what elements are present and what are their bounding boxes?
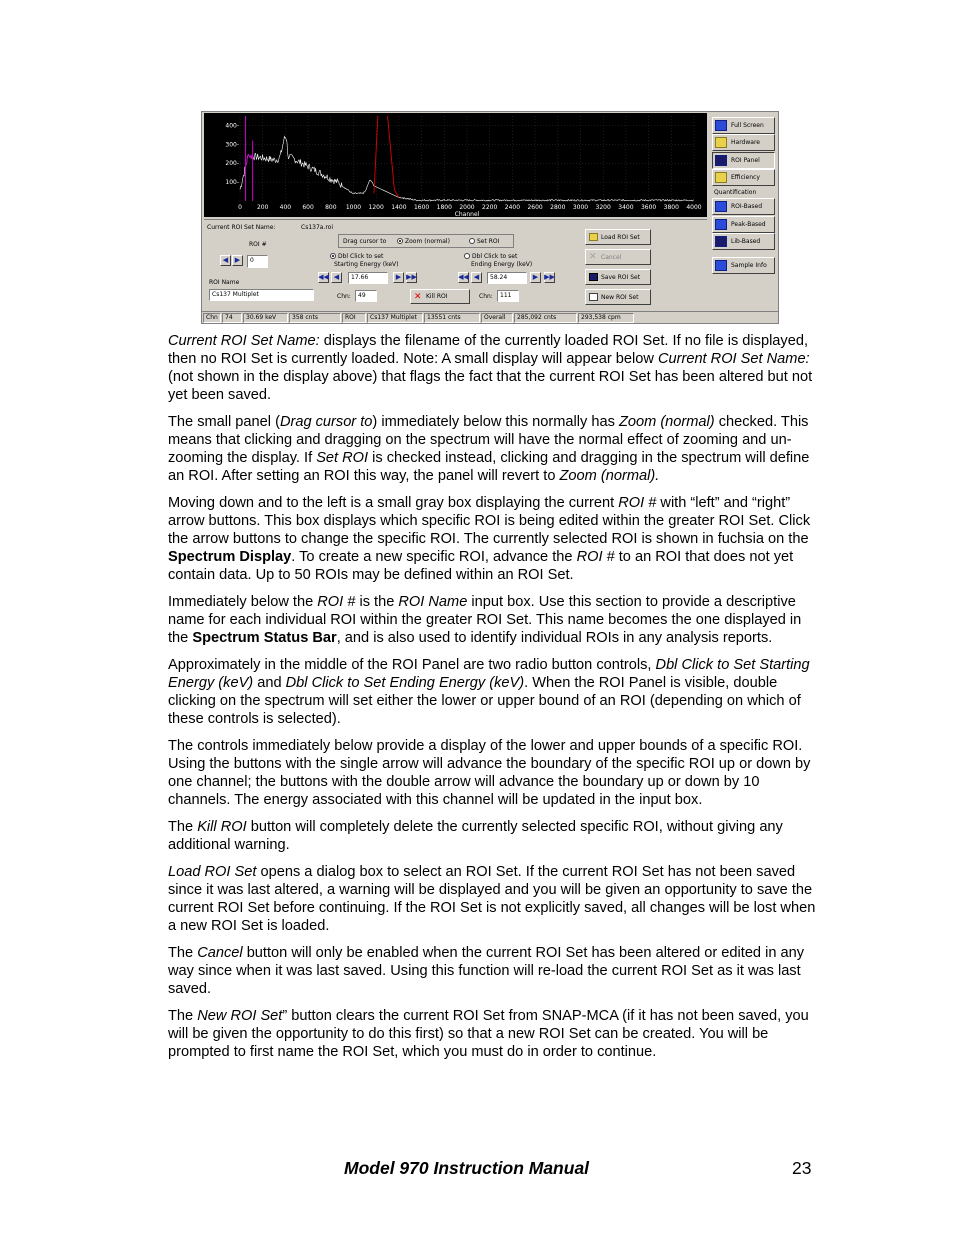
text-run: Approximately in the middle of the ROI Panel are two radio button controls, (168, 657, 656, 673)
arrow-left-icon: ◀ (333, 273, 340, 281)
x-axis-label: Channel (454, 211, 480, 217)
roi-number-label: ROI # (249, 241, 267, 248)
italic-run: Load ROI Set (168, 864, 257, 880)
x-tick-label: 3000 (572, 204, 589, 211)
hardware-icon (715, 137, 727, 148)
x-tick-label: 1800 (436, 204, 452, 211)
italic-run: Current ROI Set Name: (657, 351, 810, 367)
x-tick-label: 2200 (482, 204, 498, 211)
x-tick-label: 2800 (550, 204, 566, 211)
full-screen-icon (715, 120, 727, 131)
start-energy-input[interactable]: 17.66 (348, 272, 388, 284)
set-roi-radio[interactable]: Set ROI (467, 238, 499, 245)
x-tick-label: 600 (302, 204, 314, 211)
text-run: checked. This means that clicking and dragging on the spectrum will have the normal effect of zooming and un-zooming the display. If (168, 414, 809, 466)
italic-run: Drag cursor to (279, 414, 373, 430)
double-arrow-left-icon: ◀◀ (318, 273, 329, 281)
cancel-x-icon: ✕ (589, 252, 597, 262)
y-tick-label: 100- (225, 179, 239, 187)
status-overall-label: Overall (481, 313, 513, 323)
italic-run: ROI # (618, 495, 657, 511)
status-roi-label: ROI (342, 313, 366, 323)
paragraph (168, 656, 818, 728)
text-run: button will completely delete the currently selected specific ROI, without giving any additional warning. (168, 819, 783, 853)
status-cpm: 293,538 cpm (578, 313, 634, 323)
start-chn-label: Chn: (337, 293, 351, 300)
roi-panel (204, 219, 707, 313)
end-down1-button[interactable] (471, 272, 482, 283)
text-run: . To create a new specific ROI, advance the (291, 549, 577, 565)
roi-number-field[interactable]: 0 (247, 255, 268, 268)
x-tick-label: 3800 (663, 204, 679, 211)
roi-panel-icon (715, 155, 727, 166)
red-x-icon: ✕ (414, 291, 422, 302)
radio-checked-icon (330, 253, 336, 259)
x-tick-label: 200 (256, 204, 269, 211)
text-run: , and is also used to identify individual ROIs in any analysis reports. (336, 630, 773, 646)
footer-manual-title: Model 970 Instruction Manual (344, 1158, 590, 1178)
paragraph (168, 737, 818, 809)
status-chn-label: Chn (203, 313, 221, 323)
italic-run: Zoom (normal). (559, 468, 660, 484)
footer-page-number: 23 (792, 1158, 812, 1178)
x-tick-label: 800 (325, 204, 337, 211)
main-peak-trace (374, 116, 399, 198)
text-run: The (168, 819, 198, 835)
text-run: to an ROI that does not yet contain data. Up to 50 ROIs may be defined within an ROI Set. (168, 549, 794, 583)
status-overall-counts: 285,092 cnts (514, 313, 577, 323)
arrow-right-icon: ▶ (234, 256, 241, 264)
x-tick-label: 3600 (640, 204, 657, 211)
end-up1-button[interactable] (530, 272, 541, 283)
arrow-left-icon: ◀ (473, 273, 480, 281)
paragraph (168, 413, 818, 485)
y-tick-label: 200- (225, 160, 239, 168)
end-chn-label: Chn: (479, 293, 493, 300)
efficiency-icon (715, 172, 727, 183)
paragraph (168, 863, 818, 935)
spectrum-plot (204, 113, 707, 217)
text-run: is checked instead, clicking and dragging in the spectrum will define an ROI. After setting an ROI this way, the panel will revert to (168, 450, 810, 484)
peak-based-icon (715, 219, 727, 230)
text-run: The (168, 1008, 198, 1024)
set-name-label: Current ROI Set Name: (207, 224, 276, 231)
start-up10-button[interactable] (406, 272, 417, 283)
status-roi-name: Cs137 Multiplet (367, 313, 423, 323)
text-run: The controls immediately below provide a display of the lower and upper bounds of a specific ROI. Using the buttons with the single arrow will advance the boundary of the specific ROI up or down by one channel; the buttons with the double arrow will advance the boundary up or down by 10 channels. The energy associated with this channel will be updated in the input box. (168, 738, 811, 808)
end-energy-input[interactable]: 58.24 (487, 272, 527, 284)
italic-run: Zoom (normal) (618, 414, 715, 430)
sample-info-button[interactable]: Sample Info (712, 257, 775, 274)
y-tick-label: 300- (225, 141, 239, 149)
paragraph (168, 1007, 818, 1061)
italic-run: Set ROI (316, 450, 369, 466)
roi-based-icon (715, 201, 727, 212)
body-text (168, 332, 818, 1070)
spectrum-status-bar (202, 311, 778, 324)
lib-based-button[interactable]: Lib-Based (712, 233, 775, 250)
lib-based-icon (715, 236, 727, 247)
status-energy: 30.69 keV (243, 313, 288, 323)
text-run: opens a dialog box to select an ROI Set. If the current ROI Set has not been saved since it was last altered, a warning will be displayed and you will be given an opportunity to save the current ROI Set before continuing. If the ROI Set is not explicitly saved, all changes will be lost when a new ROI Set is loaded. (168, 864, 816, 934)
save-roi-set-button[interactable]: Save ROI Set (585, 269, 651, 285)
new-roi-set-button[interactable]: New ROI Set (585, 289, 651, 305)
text-run: Moving down and to the left is a small gray box displaying the current (168, 495, 619, 511)
text-run: The (168, 945, 198, 961)
paragraph (168, 593, 818, 647)
cancel-button[interactable]: ✕ Cancel (585, 249, 651, 265)
start-energy-radio[interactable]: Dbl Click to set (328, 253, 383, 260)
folder-icon (589, 233, 598, 241)
start-down10-button[interactable] (318, 272, 329, 283)
italic-run: Kill ROI (197, 819, 247, 835)
bold-run: Spectrum Status Bar (192, 630, 337, 646)
status-chn-value: 74 (222, 313, 242, 323)
double-arrow-right-icon: ▶▶ (544, 273, 555, 281)
text-run: is the (355, 594, 399, 610)
efficiency-button[interactable]: Efficiency (712, 169, 775, 186)
set-name-value: Cs137a.roi (301, 224, 334, 231)
x-tick-label: 1400 (391, 204, 407, 211)
y-tick-label: 400- (225, 122, 239, 130)
zoom-radio[interactable]: Zoom (normal) (395, 238, 450, 245)
italic-run: Dbl Click to Set Starting Energy (keV) (168, 657, 810, 691)
roi-prev-button[interactable] (220, 255, 231, 266)
radio-unchecked-icon (469, 238, 475, 244)
bold-run: Spectrum Display (168, 549, 292, 565)
end-chn-value: 111 (497, 290, 519, 302)
x-tick-label: 1600 (413, 204, 430, 211)
arrow-right-icon: ▶ (532, 273, 539, 281)
roi-panel-button[interactable]: ROI Panel (712, 152, 775, 169)
x-tick-label: 1000 (345, 204, 362, 211)
roi-name-label: ROI Name (209, 279, 240, 286)
arrow-left-icon: ◀ (222, 256, 229, 264)
italic-run: New ROI Set (197, 1008, 283, 1024)
start-chn-value: 49 (355, 290, 377, 302)
text-run: Immediately below the (168, 594, 318, 610)
radio-unchecked-icon (464, 253, 470, 259)
x-tick-label: 3400 (618, 204, 634, 211)
quantification-caption: Quantification (714, 189, 757, 196)
start-up1-button[interactable] (393, 272, 404, 283)
italic-run: ROI Name (398, 594, 468, 610)
text-run: ” button clears the current ROI Set from SNAP-MCA (if it has not been saved, you will be given the opportunity to do this first) so that a new ROI Set can be created. You will be prompted to first name the ROI Set, which you must do in order to continue. (168, 1008, 809, 1060)
hardware-button[interactable]: Hardware (712, 134, 775, 151)
italic-run: Dbl Click to Set Ending Energy (keV) (285, 675, 525, 691)
text-run: (not shown in the display above) that flags the fact that the current ROI Set has been altered but not yet been saved. (168, 369, 813, 403)
text-run: displays the filename of the currently loaded ROI Set. If no file is displayed, then no ROI Set is currently loaded. Note: A small display will appear below (168, 333, 809, 367)
drag-cursor-label: Drag cursor to (343, 238, 387, 245)
italic-run: Current ROI Set Name: (168, 333, 320, 349)
italic-run: Cancel (197, 945, 243, 961)
end-energy-caption: Ending Energy (keV) (471, 261, 533, 268)
floppy-disk-icon (589, 273, 598, 281)
peak-based-button[interactable]: Peak-Based (712, 216, 775, 233)
text-run: button will only be enabled when the current ROI Set has been altered or edited in any way since when it was last saved. Using this function will re-load the current ROI Set as it was last saved. (168, 945, 805, 997)
x-tick-label: 3200 (595, 204, 611, 211)
roi-panel-screenshot (201, 111, 779, 324)
x-tick-label: 2400 (504, 204, 521, 211)
load-roi-set-button[interactable]: Load ROI Set (585, 229, 651, 245)
text-run: The small panel ( (168, 414, 280, 430)
roi-next-button[interactable] (232, 255, 243, 266)
start-down1-button[interactable] (331, 272, 342, 283)
kill-roi-button[interactable]: ✕ Kill ROI (410, 289, 470, 304)
status-roi-counts: 13551 cnts (424, 313, 480, 323)
start-energy-caption: Starting Energy (keV) (334, 261, 399, 268)
x-tick-label: 2600 (527, 204, 543, 211)
x-tick-label: 400 (279, 204, 292, 211)
paragraph (168, 944, 818, 998)
end-down10-button[interactable] (458, 272, 469, 283)
roi-name-input[interactable]: Cs137 Multiplet (209, 289, 314, 301)
x-tick-label: 4000 (686, 204, 702, 211)
x-tick-label: 0 (238, 204, 242, 211)
text-run: input box. Use this section to provide a descriptive name for each individual ROI within the greater ROI Set. This name becomes the one displayed in the (168, 594, 802, 646)
spectrum-display[interactable] (204, 113, 707, 217)
radio-checked-icon (397, 238, 403, 244)
end-energy-radio[interactable]: Dbl Click to set (462, 253, 517, 260)
italic-run: ROI # (317, 594, 356, 610)
text-run: and (253, 675, 286, 691)
text-run: with “left” and “right” arrow buttons. This box displays which specific ROI is being edited within the greater ROI Set. Click the arrow buttons to change the specific ROI. The currently selected ROI is shown in fuchsia on the (168, 495, 811, 547)
status-counts: 358 cnts (289, 313, 341, 323)
end-up10-button[interactable] (544, 272, 555, 283)
roi-based-button[interactable]: ROI-Based (712, 198, 775, 215)
double-arrow-left-icon: ◀◀ (458, 273, 469, 281)
sample-info-icon (715, 260, 727, 271)
text-run: ) immediately below this normally has (372, 414, 619, 430)
text-run: . When the ROI Panel is visible, double clicking on the spectrum will set either the lower or upper bound of an ROI (depending on which of these controls is selected). (168, 675, 801, 727)
drag-cursor-group (338, 234, 514, 248)
x-tick-label: 2000 (459, 204, 475, 211)
x-tick-label: 1200 (368, 204, 384, 211)
full-screen-button[interactable]: Full Screen (712, 117, 775, 134)
italic-run: ROI # (576, 549, 615, 565)
new-document-icon (589, 293, 598, 301)
paragraph (168, 818, 818, 854)
double-arrow-right-icon: ▶▶ (406, 273, 417, 281)
paragraph (168, 494, 818, 584)
paragraph (168, 332, 818, 404)
arrow-right-icon: ▶ (395, 273, 402, 281)
